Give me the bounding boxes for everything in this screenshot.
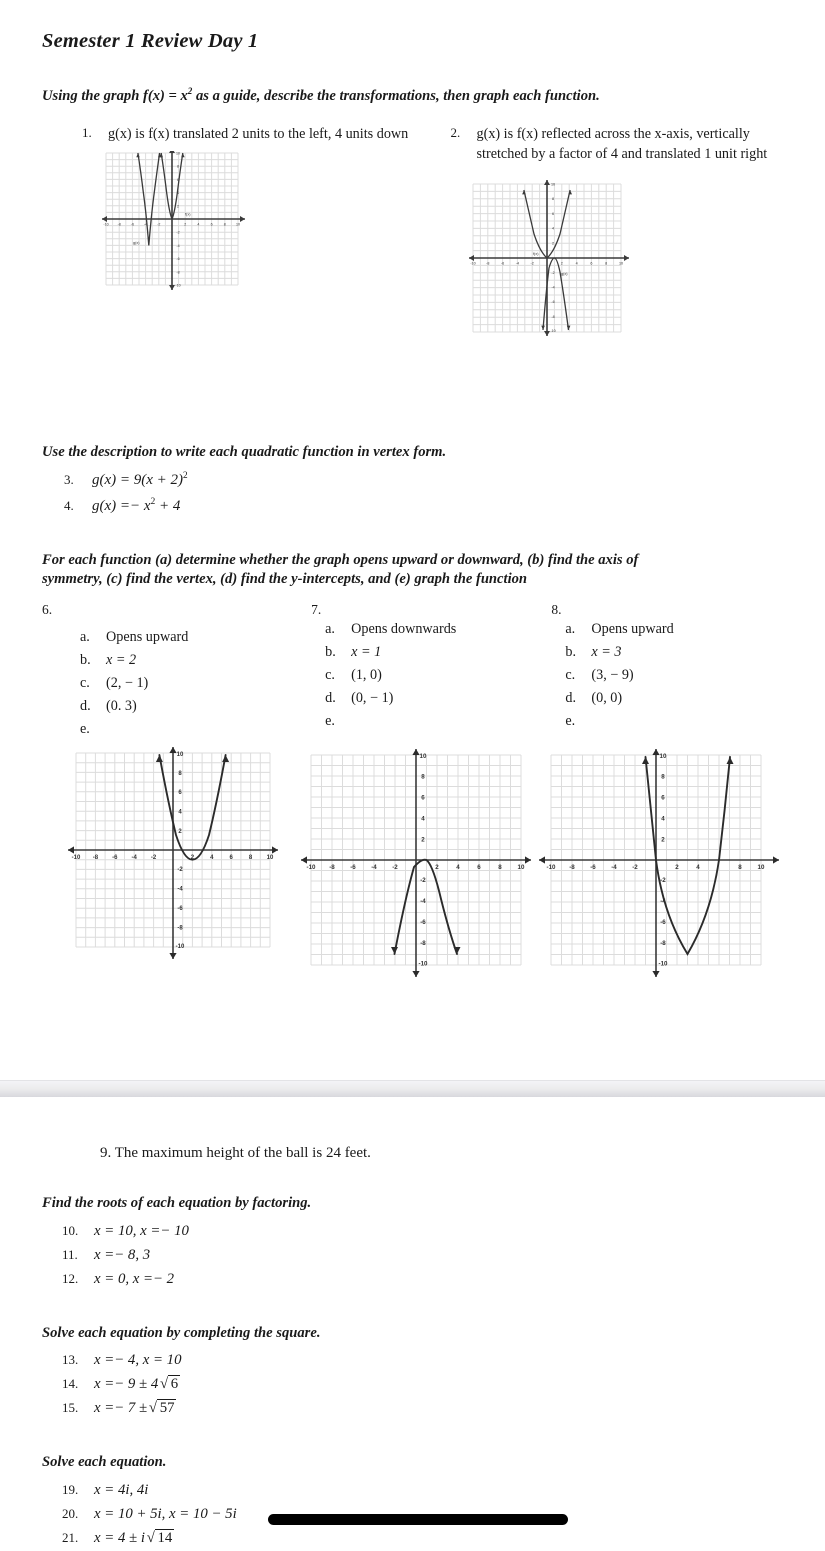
list-item (565, 641, 783, 664)
curve-label-gx: g(x) (133, 240, 140, 245)
answer-value: (3, − 9) (591, 667, 634, 684)
svg-text:-2: -2 (530, 261, 534, 266)
item-number: 19. (62, 1481, 79, 1497)
problem-8-answers (565, 618, 783, 733)
problem-1-text: g(x) is f(x) translated 2 units to the left, 4 units down (108, 125, 409, 142)
item-value: x =− 7 ± (94, 1400, 148, 1417)
item-value: x = 10 + 5i, x = 10 − 5i (94, 1505, 237, 1522)
answer-value: (0, − 1) (351, 690, 394, 707)
svg-text:6: 6 (177, 177, 179, 182)
svg-text:2: 2 (435, 864, 439, 872)
section-completing-square (42, 1324, 783, 1422)
svg-text:-8: -8 (92, 855, 99, 862)
svg-text:10: 10 (550, 182, 555, 187)
svg-text:-10: -10 (175, 283, 181, 288)
svg-text:4: 4 (456, 864, 460, 872)
answer-label: d. (325, 690, 336, 707)
answer-label: b. (565, 644, 577, 661)
radicand: 57 (157, 1399, 176, 1416)
svg-text:-8: -8 (485, 261, 489, 266)
svg-text:-10: -10 (103, 222, 109, 227)
graph-problem-6 (68, 747, 311, 962)
radical-symbol: √ 57 (148, 1400, 175, 1417)
factoring-answers (42, 1220, 783, 1292)
svg-text:2: 2 (184, 222, 187, 227)
list-item (42, 1244, 783, 1268)
answer-label: d. (565, 690, 577, 707)
svg-text:-8: -8 (660, 940, 667, 948)
svg-text:10: 10 (618, 261, 623, 266)
svg-text:-4: -4 (177, 886, 183, 893)
svg-text:8: 8 (661, 773, 666, 781)
item-number: 20. (62, 1505, 79, 1521)
svg-text:2: 2 (661, 836, 666, 844)
svg-text:-2: -2 (632, 864, 639, 872)
list-item (325, 641, 551, 664)
graph-problem-8 (539, 749, 783, 981)
svg-text:-10: -10 (306, 864, 316, 872)
svg-text:8: 8 (177, 164, 179, 169)
svg-text:10: 10 (176, 151, 180, 156)
radical-symbol: √ 14 (146, 1529, 173, 1546)
svg-text:-6: -6 (130, 222, 135, 227)
problem-2-column (413, 124, 784, 338)
svg-text:-2: -2 (150, 855, 157, 862)
heading-function: f(x) = x (142, 88, 188, 104)
item-number: 13. (62, 1352, 79, 1368)
list-item (325, 687, 551, 710)
svg-text:-8: -8 (117, 222, 121, 227)
svg-text:-2: -2 (392, 864, 398, 872)
item-number: 12. (62, 1270, 79, 1286)
svg-text:4: 4 (177, 190, 179, 195)
svg-text:4: 4 (421, 815, 425, 823)
list-item (42, 1479, 783, 1503)
graph-problem-2-svg (469, 180, 632, 338)
svg-text:6: 6 (421, 794, 425, 802)
answer-value: Opens upward (591, 621, 674, 638)
problem-6-answers (80, 626, 311, 741)
problem-8-number: 8. (551, 602, 562, 618)
answer-value: Opens downwards (351, 621, 457, 638)
svg-text:-8: -8 (329, 864, 335, 872)
svg-text:-2: -2 (176, 230, 180, 235)
svg-text:-6: -6 (350, 864, 356, 872)
problem-4-exponent: 2 (150, 496, 156, 507)
svg-text:-2: -2 (157, 222, 161, 227)
section-heading-vertex-form: Use the description to write each quadratic function in vertex form. (42, 444, 447, 460)
svg-text:6: 6 (210, 222, 213, 227)
answer-label: b. (325, 644, 336, 661)
svg-text:6: 6 (178, 790, 182, 797)
svg-text:-2: -2 (660, 877, 667, 885)
item-value: x = 10, x =− 10 (94, 1222, 189, 1239)
list-item (325, 710, 551, 733)
problem-7-column (306, 602, 551, 981)
answer-value: (1, 0) (351, 667, 382, 684)
svg-text:-6: -6 (112, 855, 118, 862)
graph-problem-8-svg (539, 749, 779, 981)
item-number: 11. (62, 1246, 78, 1262)
answer-value: (2, − 1) (106, 675, 149, 692)
svg-text:2: 2 (177, 204, 179, 209)
graph-problem-7-svg (301, 749, 531, 981)
answer-label: a. (80, 629, 90, 646)
list-item (325, 618, 551, 641)
svg-text:2: 2 (551, 241, 554, 246)
svg-text:10: 10 (266, 855, 274, 862)
problem-2 (451, 124, 784, 164)
problem-1 (82, 124, 413, 144)
answer-label: c. (80, 675, 90, 692)
svg-text:8: 8 (498, 864, 502, 872)
document-page-2 (0, 1097, 825, 1546)
problem-4-number: 4. (64, 497, 74, 513)
item-value: x =− 8, 3 (94, 1246, 151, 1263)
curve-label-gx: g(x) (560, 272, 568, 276)
svg-text:-10: -10 (469, 261, 476, 266)
svg-text:-4: -4 (550, 285, 555, 290)
analyze-row (42, 602, 783, 981)
svg-text:-8: -8 (550, 314, 555, 319)
svg-text:6: 6 (229, 855, 233, 862)
answer-value: x = 1 (351, 644, 382, 661)
list-item (42, 1220, 783, 1244)
answer-value: (0. 3) (106, 698, 137, 715)
list-item (565, 687, 783, 710)
svg-text:-6: -6 (590, 864, 597, 872)
svg-text:8: 8 (604, 261, 607, 266)
item-number: 21. (62, 1529, 79, 1545)
svg-text:-4: -4 (371, 864, 377, 872)
list-item (42, 1527, 783, 1551)
section-heading-analyze-line1: For each function (a) determine whether the graph opens upward or downward, (b) find the axis of (42, 551, 639, 568)
answer-value: Opens upward (106, 629, 189, 646)
svg-text:10: 10 (419, 753, 427, 761)
svg-text:10: 10 (236, 222, 240, 227)
svg-text:8: 8 (738, 864, 743, 872)
answer-label: e. (325, 713, 335, 730)
svg-text:8: 8 (551, 197, 554, 202)
svg-text:2: 2 (675, 864, 680, 872)
svg-text:2: 2 (560, 261, 563, 266)
problem-6-number: 6. (42, 602, 53, 618)
item-number: 10. (62, 1222, 79, 1238)
item-number: 15. (62, 1400, 79, 1416)
problem-3 (42, 472, 783, 489)
answer-label: c. (565, 667, 576, 684)
list-item (80, 626, 311, 649)
list-item (42, 1373, 783, 1397)
svg-text:-6: -6 (177, 906, 183, 913)
svg-text:-6: -6 (420, 919, 426, 927)
svg-text:4: 4 (197, 222, 200, 227)
svg-text:6: 6 (477, 864, 481, 872)
svg-text:8: 8 (223, 222, 226, 227)
section-heading-completing-square: Solve each equation by completing the square. (42, 1324, 321, 1341)
answer-label: a. (565, 621, 576, 638)
section-heading-transformations (42, 87, 783, 107)
list-item (565, 710, 783, 733)
svg-text:-6: -6 (550, 300, 555, 305)
answer-label: b. (80, 652, 91, 669)
svg-text:-2: -2 (550, 270, 555, 275)
svg-text:2: 2 (190, 855, 195, 862)
svg-text:-8: -8 (420, 940, 426, 948)
graph-problem-1 (102, 151, 413, 301)
svg-text:-8: -8 (177, 925, 183, 932)
svg-text:-6: -6 (500, 261, 504, 266)
problem-4 (42, 498, 783, 515)
list-item (565, 618, 783, 641)
radicand: 6 (168, 1375, 180, 1392)
radicand: 14 (155, 1529, 174, 1546)
svg-text:-10: -10 (658, 960, 668, 968)
item-value: x =− 9 ± 4 (94, 1376, 159, 1393)
graph-problem-2 (469, 180, 784, 338)
transformations-row (42, 124, 783, 338)
problem-4-equation-tail: + 4 (155, 497, 181, 514)
svg-text:-10: -10 (175, 944, 185, 951)
problem-3-equation: g(x) = 9(x + 2) (92, 471, 184, 488)
heading-exponent: 2 (187, 86, 193, 97)
section-solve-equation (42, 1453, 783, 1551)
svg-text:6: 6 (661, 794, 666, 802)
svg-text:6: 6 (551, 211, 554, 216)
list-item (80, 649, 311, 672)
list-item (42, 1268, 783, 1292)
svg-text:10: 10 (517, 864, 525, 872)
svg-text:4: 4 (661, 815, 666, 823)
svg-text:2: 2 (421, 836, 425, 844)
section-heading-analyze-line2: symmetry, (c) find the vertex, (d) find the y-intercepts, and (e) graph the function (42, 571, 528, 588)
problem-1-number: 1. (82, 124, 92, 140)
svg-text:6: 6 (589, 261, 592, 266)
problem-1-column (42, 124, 413, 338)
svg-text:4: 4 (696, 864, 701, 872)
answer-label: c. (325, 667, 335, 684)
page-title: Semester 1 Review Day 1 (42, 30, 259, 52)
svg-text:-10: -10 (546, 864, 556, 872)
item-value: x = 4i, 4i (94, 1481, 149, 1498)
list-item (565, 664, 783, 687)
problem-7-answers (325, 618, 551, 733)
problem-3-exponent: 2 (183, 470, 188, 481)
answer-label: a. (325, 621, 335, 638)
answer-value: x = 3 (591, 644, 622, 661)
list-item (42, 1397, 783, 1421)
svg-text:2: 2 (178, 829, 182, 836)
problem-8-column (546, 602, 783, 981)
section-analyze-functions (42, 551, 783, 981)
svg-text:-4: -4 (420, 898, 426, 906)
list-item (80, 718, 311, 741)
answer-label: e. (565, 713, 576, 730)
svg-text:10: 10 (659, 753, 667, 761)
svg-text:8: 8 (178, 771, 182, 778)
section-vertex-form (42, 443, 783, 515)
answer-label: e. (80, 721, 90, 738)
svg-text:-4: -4 (176, 243, 180, 248)
svg-text:4: 4 (575, 261, 578, 266)
item-value: x =− 4, x = 10 (94, 1352, 182, 1369)
completing-square-answers (42, 1349, 783, 1421)
list-item (80, 695, 311, 718)
svg-text:-10: -10 (71, 855, 81, 862)
problem-3-number: 3. (64, 471, 74, 487)
svg-text:4: 4 (178, 809, 182, 816)
answer-value: (0, 0) (591, 690, 623, 707)
svg-text:-10: -10 (549, 329, 556, 333)
svg-text:-6: -6 (176, 256, 180, 261)
svg-text:-10: -10 (418, 960, 428, 968)
svg-text:-8: -8 (569, 864, 576, 872)
list-item (80, 672, 311, 695)
problem-2-number: 2. (450, 124, 461, 140)
svg-text:8: 8 (421, 773, 425, 781)
curve-label-fx: f(x) (185, 212, 191, 217)
svg-text:-4: -4 (611, 864, 618, 872)
answer-value: x = 2 (106, 652, 137, 669)
graph-problem-7 (301, 749, 551, 981)
item-number: 14. (62, 1376, 79, 1392)
svg-text:8: 8 (248, 855, 253, 862)
problem-9: 9. The maximum height of the ball is 24 feet. (100, 1145, 371, 1161)
page-separator (0, 1080, 825, 1098)
svg-text:-6: -6 (660, 919, 667, 927)
svg-text:4: 4 (210, 855, 214, 862)
section-factoring (42, 1194, 783, 1292)
graph-problem-6-svg (68, 747, 278, 962)
item-value: x = 0, x =− 2 (94, 1270, 175, 1287)
problem-4-equation: g(x) =− x (92, 497, 151, 514)
svg-text:10: 10 (757, 864, 765, 872)
radical-symbol: √ 6 (160, 1376, 179, 1393)
curve-label-fx: f(x) (532, 252, 538, 256)
item-value: x = 4 ± i (94, 1529, 145, 1546)
svg-text:4: 4 (551, 226, 554, 231)
home-indicator-bar[interactable] (268, 1514, 568, 1525)
svg-text:-4: -4 (143, 222, 148, 227)
answer-label: d. (80, 698, 91, 715)
problem-2-text: g(x) is f(x) reflected across the x-axis, vertically stretched by a factor of 4 and translated 1 unit right (476, 125, 768, 162)
svg-text:-4: -4 (515, 261, 519, 266)
svg-text:10: 10 (176, 752, 184, 759)
heading-text-post: as a guide, describe the transformations, then graph each function. (192, 88, 600, 104)
svg-text:-2: -2 (420, 877, 426, 885)
list-item (325, 664, 551, 687)
heading-text-pre: Using the graph (42, 88, 143, 104)
svg-text:-8: -8 (176, 270, 180, 275)
list-item (42, 1349, 783, 1373)
svg-text:-2: -2 (177, 867, 183, 874)
section-heading-solve: Solve each equation. (42, 1454, 167, 1471)
problem-7-number: 7. (311, 602, 322, 618)
svg-text:-4: -4 (660, 898, 667, 906)
section-heading-factoring: Find the roots of each equation by factoring. (42, 1195, 312, 1211)
problem-6-column (42, 602, 311, 981)
graph-problem-1-svg (102, 151, 257, 301)
svg-text:-4: -4 (131, 855, 137, 862)
